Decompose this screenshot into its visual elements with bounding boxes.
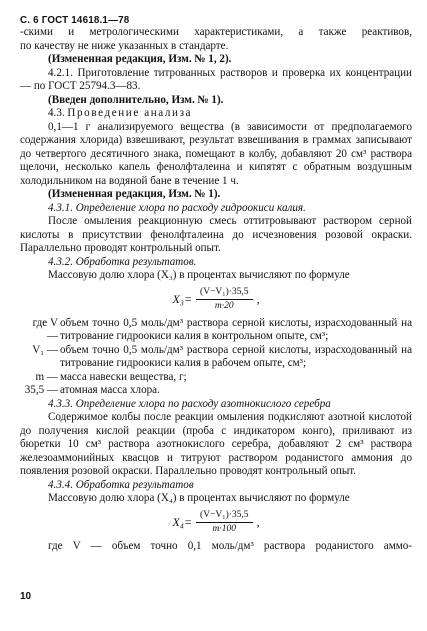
formula-x4 [20, 507, 412, 539]
page-content [20, 26, 412, 553]
section-heading-4-3-4: 4.3.4. Обработка результатов [48, 478, 194, 491]
paragraph-4-3-4: Массовую долю хлора (X₄) в процентах вычисляют по формуле [48, 492, 350, 504]
paragraph-4-3-3: Содержимое колбы после реакции омыления подкисляют азотной кислотой до получения кислой реакции (проба с индикатором конго), приливают из бюретки 10 см³ раствора азотнокислого серебра, добавляют 2 см³ раствора железоаммонийных квасцов и титруют раствором роданистого аммония до появления розовой окраски. Параллельно проводят контрольный опыт. [20, 411, 412, 477]
legend-item [20, 371, 412, 385]
legend-definition: объем точно 0,5 моль/дм³ раствора серной кислоты, израсходованный на титрование гидроокиси калия в контрольном опыте, см³; [60, 316, 412, 342]
legend-item [20, 344, 412, 371]
legend-symbol: 35,5 — [24, 384, 58, 396]
legend-item [20, 384, 412, 398]
legend-definition: атомная масса хлора. [60, 384, 160, 396]
amendment-note: (Введен дополнительно, Изм. № 1). [48, 93, 224, 106]
legend-symbol: V₁ — [32, 343, 58, 356]
formula-fraction [196, 510, 253, 535]
formula-x3 [20, 284, 412, 316]
text-line: -скими и метрологическими характеристиками, а также реактивов, [20, 26, 412, 38]
legend-definition: объем точно 0,5 моль/дм³ раствора серной кислоты, израсходованный на титрование гидроокиси калия в рабочем опыте, см³; [60, 343, 412, 369]
page-number: 10 [20, 591, 32, 602]
section-number: 4.3. [48, 107, 65, 119]
formula-comma: , [256, 291, 260, 306]
formula-denominator: m·20 [214, 301, 234, 311]
paragraph-4-3-2: Массовую долю хлора (X₃) в процентах вычисляют по формуле [48, 269, 350, 281]
formula-comma: , [256, 514, 260, 529]
legend-symbol: где V — [32, 316, 58, 342]
formula-fraction [196, 287, 253, 312]
section-heading-4-3-3: 4.3.3. Определение хлора по расходу азотнокислого серебра [48, 397, 331, 410]
formula-numerator: (V−V₁)·35,5 [196, 510, 253, 523]
formula-lhs: X₃= [172, 291, 193, 306]
page-header: С. 6 ГОСТ 14618.1—78 [20, 15, 130, 26]
amendment-note: (Измененная редакция, Изм. № 1). [48, 188, 221, 200]
legend-definition: масса навески вещества, г; [60, 370, 187, 383]
formula-denominator: m·100 [212, 524, 237, 534]
amendment-note: (Измененная редакция, Изм. № 1, 2). [48, 53, 232, 65]
paragraph-4-2-1: 4.2.1. Приготовление титрованных растворов и проверка их концентрации — по ГОСТ 25794.3—83. [20, 66, 412, 92]
paragraph-4-3: 0,1—1 г анализируемого вещества (в зависимости от предполагаемого содержания хлорида) взвешивают, результат взвешивания в граммах записывают до четвертого десятичного знака, помещают в колбу, добавляют 20 см³ раствора щелочи, несколько капель фенолфталеина и кипятят с обратным воздушным холодильником на водяной бане в течение 1 ч. [20, 120, 412, 187]
section-heading-4-3-2: 4.3.2. Обработка результатов. [48, 255, 197, 268]
paragraph-4-3-1: После омыления реакционную смесь оттитровывают раствором серной кислоты в присутствии фенолфталеина до исчезновения розовой окраски. Параллельно проводят контрольный опыт. [20, 215, 412, 254]
legend-symbol: m — [35, 370, 58, 383]
text-line: где V — объем точно 0,1 моль/дм³ раствора роданистого аммо- [48, 539, 412, 552]
formula-numerator: (V−V₁)·35,5 [196, 287, 253, 300]
section-heading-4-3 [20, 107, 412, 121]
formula-lhs: X₄= [172, 514, 193, 529]
legend-item [20, 317, 412, 344]
section-heading-4-3-1: 4.3.1. Определение хлора по расходу гидроокиси калия. [48, 201, 306, 214]
section-title: Проведение анализа [67, 107, 193, 119]
text-line: по качеству не ниже указанных в стандарте. [20, 39, 229, 52]
